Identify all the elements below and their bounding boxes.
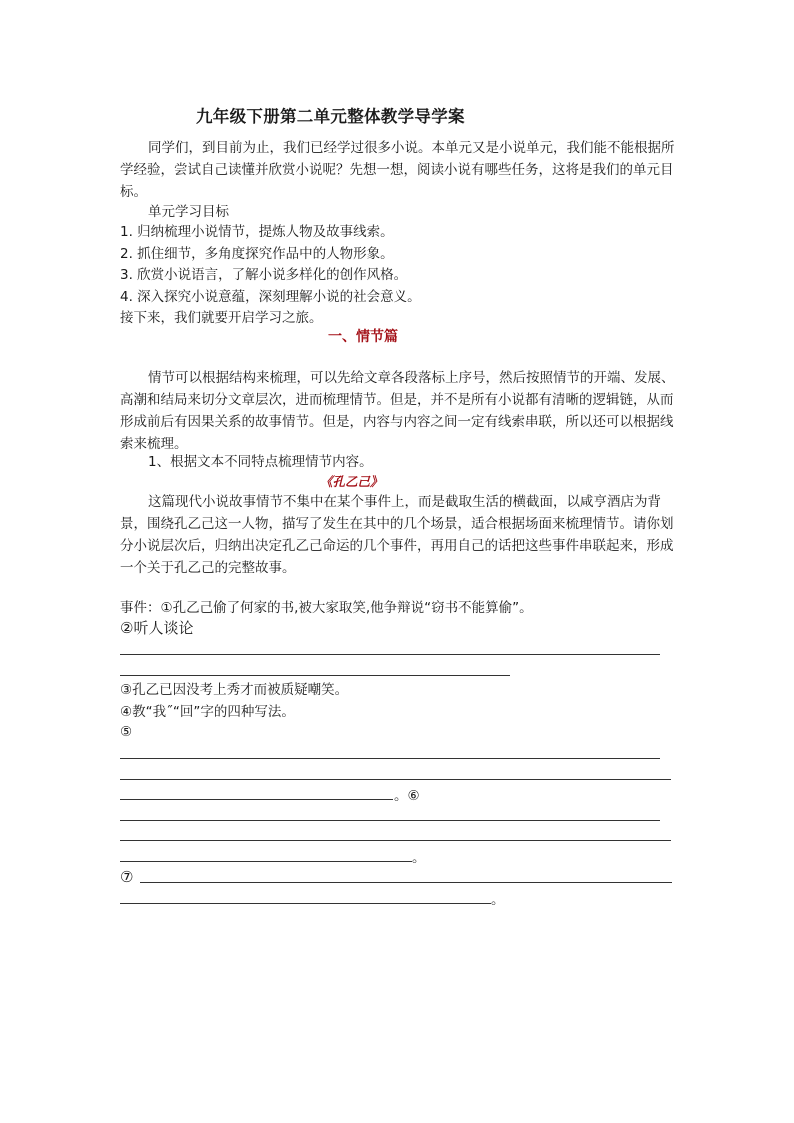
event-3: ③孔乙已因没考上秀才而被质疑嘲笑。 <box>120 682 349 698</box>
event-5-label: ⑤ <box>120 724 133 740</box>
event-1: 事件：①孔乙己偷了何家的书,被大家取笑,他争辩说“窃书不能算偷”。 <box>120 600 533 616</box>
plot-paragraph: 情节可以根据结构来梳理，可以先给文章各段落标上序号，然后按照情节的开端、发展、高潮和结局来切分文章层次，进而梳理情节。但是，并不是所有小说都有清晰的逻辑链，从而形成前后有因果关系的故事情节。但是，内容与内容之间一定有线索串联，所以还可以根据线索来梳理。 <box>120 370 675 452</box>
section-title: 一、情节篇 <box>328 329 398 345</box>
answer-line[interactable] <box>120 820 660 821</box>
answer-line[interactable] <box>120 840 671 841</box>
answer-line[interactable] <box>120 779 671 780</box>
goal-item: 3. 欣赏小说语言，了解小说多样化的创作风格。 <box>120 267 408 283</box>
page-title: 九年级下册第二单元整体教学导学案 <box>196 107 465 126</box>
goal-item: 1. 归纳梳理小说情节，提炼人物及故事线索。 <box>120 224 394 240</box>
event-2-label: ②听人谈论 <box>120 619 194 637</box>
event-4: ④教“我˝“回”字的四种写法。 <box>120 704 295 720</box>
intro-paragraph: 同学们，到目前为止，我们已经学过很多小说。本单元又是小说单元，我们能不能根据所学经验，尝试自己读懂并欣赏小说呢？先想一想，阅读小说有哪些任务，这将是我们的单元目标。 <box>120 140 675 200</box>
goals-heading: 单元学习目标 <box>148 204 229 220</box>
answer-line[interactable] <box>120 903 491 904</box>
answer-line[interactable] <box>120 675 510 676</box>
event-6-end: 。 <box>412 850 426 866</box>
goal-item: 4. 深入探究小说意蕴，深刻理解小说的社会意义。 <box>120 289 421 305</box>
goal-item: 2. 抓住细节，多角度探究作品中的人物形象。 <box>120 246 394 262</box>
transition-text: 接下来，我们就要开启学习之旅。 <box>120 310 323 326</box>
answer-line[interactable] <box>120 654 660 655</box>
event-6-label: 。⑥ <box>394 788 420 804</box>
event-7-label: ⑦ <box>120 868 134 886</box>
event-7-end: 。 <box>491 892 505 908</box>
story-paragraph: 这篇现代小说故事情节不集中在某个事件上，而是截取生活的横截面，以咸亨酒店为背景，围绕孔乙己这一人物，描写了发生在其中的几个场景，适合根据场面来梳理情节。请你划分小说层次后，归纳出决定孔乙己命运的几个事件，再用自己的话把这些事件串联起来，形成一个关于孔乙己的完整故事。 <box>120 494 674 576</box>
story-title: 《孔乙己》 <box>320 474 383 489</box>
answer-line[interactable] <box>140 882 672 883</box>
answer-line[interactable] <box>120 799 393 800</box>
answer-line[interactable] <box>120 861 412 862</box>
answer-line[interactable] <box>120 758 660 759</box>
step-heading: 1、根据文本不同特点梳理情节内容。 <box>148 454 373 470</box>
